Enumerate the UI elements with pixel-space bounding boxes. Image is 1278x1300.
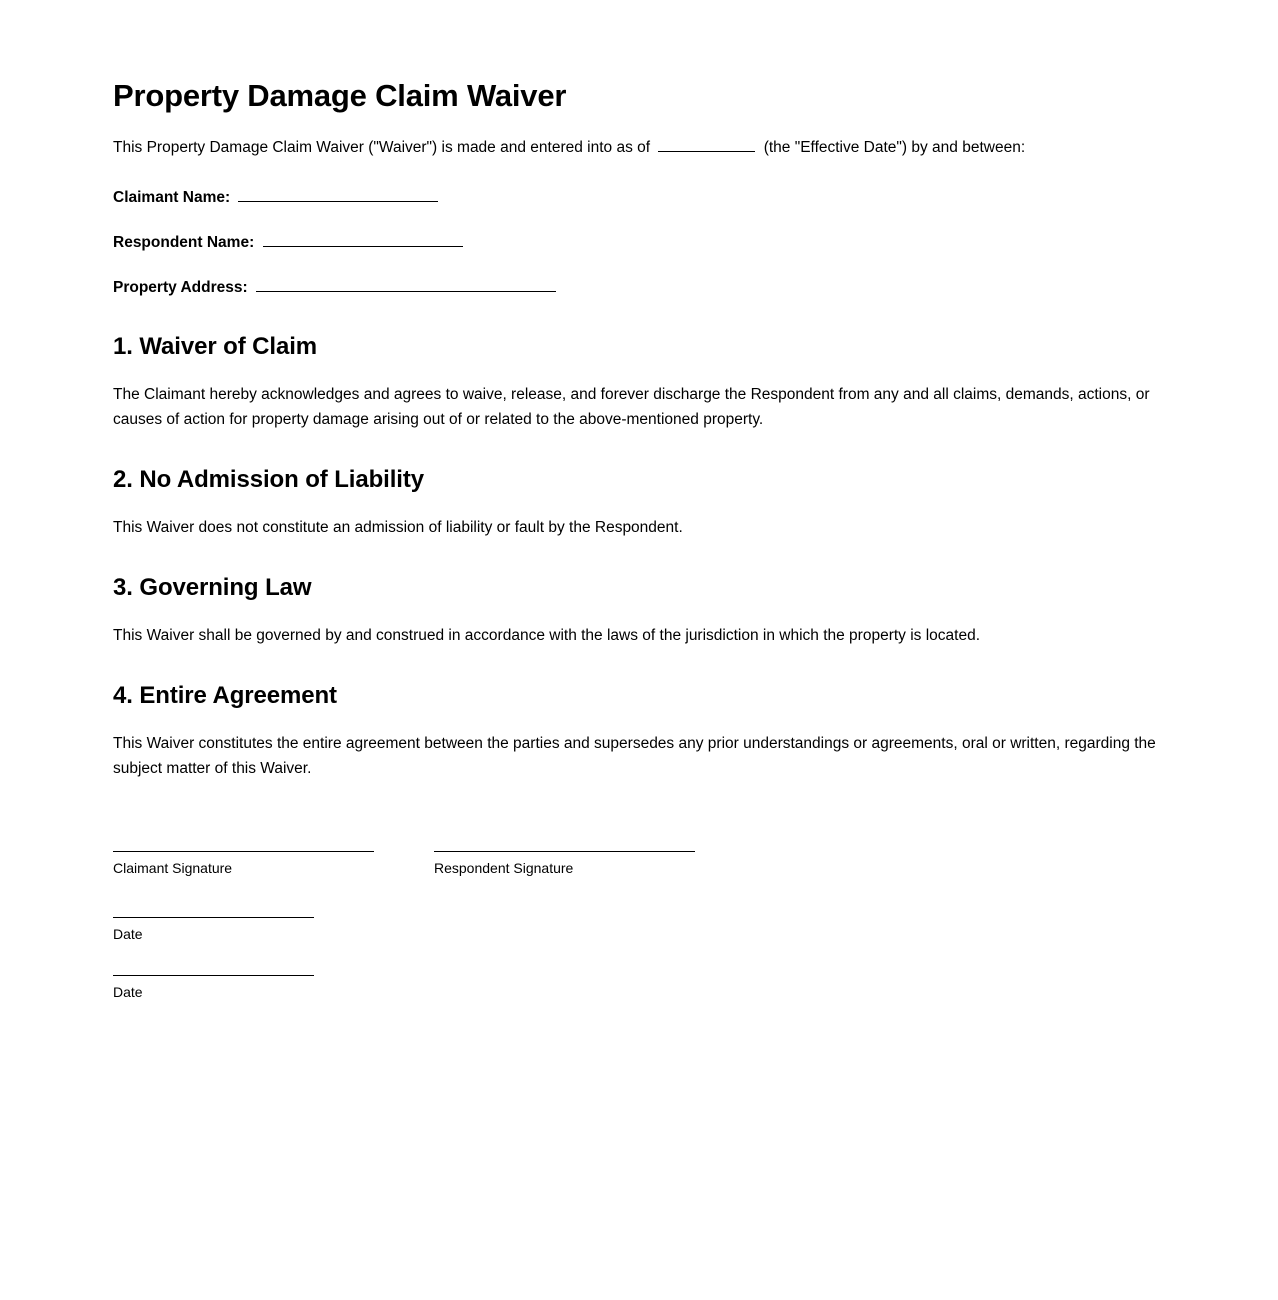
- claimant-date-line[interactable]: [113, 917, 314, 918]
- field-row-respondent-name: [113, 231, 1165, 254]
- property-address-label: Property Address:: [113, 279, 248, 297]
- section-body-governing-law: This Waiver shall be governed by and construed in accordance with the laws of the jurisdiction in which the property is located.: [113, 627, 981, 645]
- intro-text-after-blank: (the "Effective Date") by and between:: [763, 138, 1026, 156]
- respondent-date-caption: Date: [113, 984, 143, 1001]
- property-address-blank[interactable]: [256, 276, 556, 292]
- section-heading-no-admission-of-liability: 2. No Admission of Liability: [113, 466, 425, 494]
- claimant-date-caption: Date: [113, 926, 143, 943]
- section-body-entire-agreement: This Waiver constitutes the entire agreement between the parties and supersedes any prior understandings or agreements, oral or written, regarding the subject matter of this Waiver.: [113, 735, 1156, 778]
- respondent-signature-line[interactable]: [434, 851, 695, 852]
- field-row-claimant-name: [113, 186, 1165, 209]
- intro-paragraph: [113, 136, 1165, 160]
- respondent-signature-cell: [434, 851, 695, 879]
- section-heading-waiver-of-claim: 1. Waiver of Claim: [113, 333, 318, 361]
- section-heading-governing-law: 3. Governing Law: [113, 574, 312, 602]
- respondent-name-label: Respondent Name:: [113, 233, 255, 251]
- date-block: [113, 917, 1165, 1003]
- respondent-name-blank[interactable]: [263, 231, 463, 247]
- section-body-waiver-of-claim: The Claimant hereby acknowledges and agrees to waive, release, and forever discharge the Respondent from any and all claims, demands, actions, or causes of action for property damage arising out of or related to the above-mentioned property.: [113, 386, 1150, 429]
- effective-date-blank[interactable]: [658, 136, 755, 152]
- field-row-property-address: [113, 276, 1165, 299]
- claimant-signature-line[interactable]: [113, 851, 374, 852]
- respondent-signature-caption: Respondent Signature: [434, 860, 574, 877]
- claimant-date-cell: [113, 917, 314, 945]
- intro-text-before-blank: This Property Damage Claim Waiver ("Waiver") is made and entered into as of: [113, 138, 651, 156]
- claimant-signature-caption: Claimant Signature: [113, 860, 233, 877]
- section-body-no-admission-of-liability: This Waiver does not constitute an admission of liability or fault by the Respondent.: [113, 519, 683, 537]
- claimant-name-label: Claimant Name:: [113, 188, 231, 206]
- page-title: Property Damage Claim Waiver: [113, 78, 567, 113]
- signature-row: [113, 851, 1165, 879]
- claimant-name-blank[interactable]: [238, 186, 438, 202]
- respondent-date-cell: [113, 975, 314, 1003]
- respondent-date-line[interactable]: [113, 975, 314, 976]
- claimant-signature-cell: [113, 851, 374, 879]
- signature-block: [113, 851, 1165, 1003]
- section-heading-entire-agreement: 4. Entire Agreement: [113, 682, 337, 710]
